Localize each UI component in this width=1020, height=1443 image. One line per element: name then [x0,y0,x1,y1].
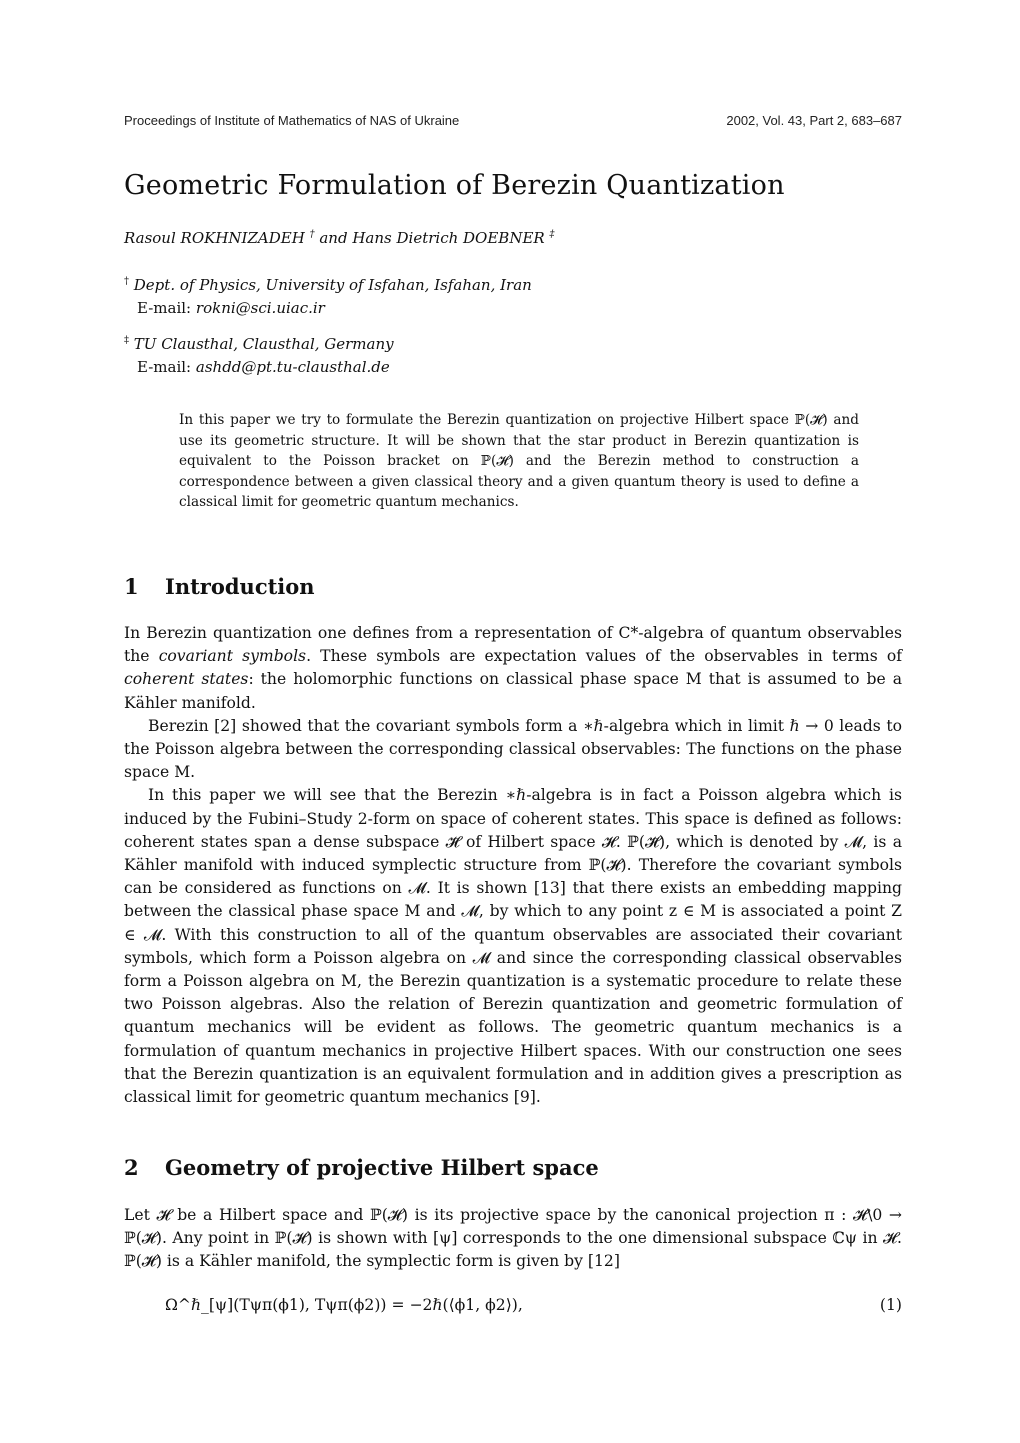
author-line [124,229,554,247]
section-title-text: Introduction [165,574,315,599]
author-2: Hans Dietrich DOEBNER [352,229,545,247]
section-title-text: Geometry of projective Hilbert space [165,1155,599,1180]
equation-formula: Ω^ℏ_[ψ](Tψπ(ϕ1), Tψπ(ϕ2)) = −2ℏ(⟨ϕ1, ϕ2⟩), [165,1296,523,1314]
equation-1 [124,1296,902,1314]
author-1-mark: † [309,229,315,240]
affiliation-mark: † [124,276,129,287]
section-2-body [124,1204,902,1274]
section-1-body [124,622,902,1109]
section-number: 2 [124,1155,139,1180]
affiliation-institution: TU Clausthal, Clausthal, Germany [133,335,394,353]
equation-number: (1) [879,1296,902,1314]
paragraph: Berezin [2] showed that the covariant symbols form a ∗ℏ-algebra which in limit ℏ → 0 leads to the Poisson algebra between the corresponding classical observables: The functions on the phase space M. [124,716,902,782]
paper-title: Geometric Formulation of Berezin Quantization [124,170,785,201]
author-2-mark: ‡ [549,229,555,240]
author-conjunction: and [319,229,348,247]
abstract: In this paper we try to formulate the Berezin quantization on projective Hilbert space ℙ(𝓗) and use its geometric structure. It will be shown that the star product in Berezin quantization is equivalent to the Poisson bracket on ℙ(𝓗) and the Berezin method to construction a correspondence between a given classical theory and a given quantum theory is used to define a classical limit for geometric quantum mechanics. [179,412,859,510]
paragraph: In this paper we will see that the Berezin ∗ℏ-algebra is in fact a Poisson algebra which is induced by the Fubini–Study 2-form on space of coherent states. This space is defined as follows: coherent states span a dense subspace 𝓗̃ of Hilbert space 𝓗. ℙ(𝓗̃), which is denoted by 𝓜, is a Kähler manifold with induced symplectic structure from ℙ(𝓗). Therefore the covariant symbols can be considered as functions on 𝓜. It is shown [13] that there exists an embedding mapping between the classical phase space M and 𝓜, by which to any point z ∈ M is associated a point Z ∈ 𝓜. With this construction to all of the quantum observables are associated their covariant symbols, which form a Poisson algebra on 𝓜 and since the corresponding classical observables form a Poisson algebra on M, the Berezin quantization is a systematic procedure to relate these two Poisson algebras. Also the relation of Berezin quantization and geometric formulation of quantum mechanics will be evident as follows. The geometric quantum mechanics is a formulation of quantum mechanics in projective Hilbert spaces. With our construction one sees that the Berezin quantization is an equivalent formulation and in addition gives a prescription as classical limit for geometric quantum mechanics [9]. [124,786,902,1107]
email-address[interactable]: rokni@sci.uiac.ir [195,299,325,317]
section-number: 1 [124,574,139,599]
section-1-heading [124,574,315,599]
paragraph [124,622,902,715]
emphasis-coherent-states: coherent states [124,670,249,689]
section-2-heading [124,1155,599,1180]
affiliation-1 [124,274,532,320]
email-label: E-mail: [137,299,192,317]
emphasis-covariant-symbols: covariant symbols [158,647,307,666]
running-header [124,113,902,128]
author-1: Rasoul ROKHNIZADEH [124,229,305,247]
journal-name: Proceedings of Institute of Mathematics of NAS of Ukraine [124,113,460,128]
affiliation-institution: Dept. of Physics, University of Isfahan, Isfahan, Iran [133,276,532,294]
email-address[interactable]: ashdd@pt.tu-clausthal.de [195,358,390,376]
text-run: . These symbols are expectation values of the observables in terms of [306,647,902,666]
volume-info: 2002, Vol. 43, Part 2, 683–687 [726,113,902,128]
affiliation-mark: ‡ [124,335,129,346]
text-run: : the holomorphic functions on classical phase space M that is assumed to be a Kähler manifold. [124,670,902,712]
text-run: In Berezin quantization one defines from a representation of C*-algebra of quantum observables the [124,624,902,666]
email-label: E-mail: [137,358,192,376]
paragraph: Let 𝓗 be a Hilbert space and ℙ(𝓗) is its projective space by the canonical projection π : 𝓗\0 → ℙ(𝓗). Any point in ℙ(𝓗) is shown with [ψ] corresponds to the one dimensional subspace ℂψ in 𝓗. ℙ(𝓗) is a Kähler manifold, the symplectic form is given by [12] [124,1206,902,1271]
affiliation-2 [124,333,394,379]
